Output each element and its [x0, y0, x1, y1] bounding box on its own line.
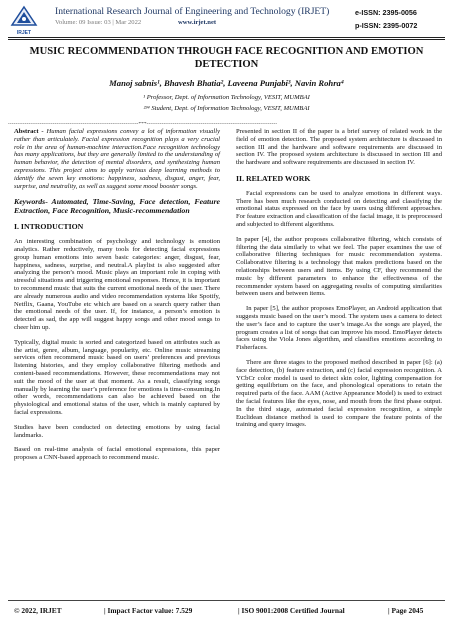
section-heading-related-work: II. RELATED WORK	[236, 173, 311, 183]
related-paragraph-1: Facial expressions can be used to analyze emotions in different ways. There has been much research conducted on detecting and classifying the emotional status expressed on the face by users using different approaches. For feature extraction and classification of the facial image, it is preprocessed and subjected to different algorithms.	[236, 189, 442, 228]
journal-name: International Research Journal of Engineering and Technology (IRJET)	[55, 6, 330, 17]
e-issn: e-ISSN: 2395-0056	[355, 8, 417, 17]
related-paragraph-2: In paper [4], the author proposes collaborative filtering, which consists of filtering the data similarly to what we feel. The paper examines the use of collaborative filtering techniques for music recommendation systems. Collaborative filtering is a technology that makes predictions based on the relationships between users and items. By using CF, they recommend the music by different parameters to enhance the effectiveness of the recommender system based on aggregating results of computing similarities between users and between items.	[236, 235, 442, 298]
overview-paragraph: Presented in section II of the paper is a brief survey of related work in the field of emotion detection. The proposed system architecture is discussed in section III and the hardware and software requirements are discussed in section IV. The proposed system architecture is discussed in section III and the hardware and software requirements are discussed in section IV.	[236, 128, 442, 167]
section-separator: ----------------------------------------------------------------------***----------------------------------------------------------------------	[8, 122, 278, 127]
logo-text: IRJET	[16, 30, 32, 36]
intro-paragraph-2: Typically, digital music is sorted and categorized based on attributes such as the artist, genre, album, language, popularity, etc. Online music streaming services often recommend music based on users’ preferences and previous listening histories, and they employ collaborative filtering methods and content-based recommendations. However, these recommendations may not suit the mood of the user at that moment. As a result, classifying songs manually by learning the user’s preference for emotions is time-consuming.In other words, recommendations can also be achieved based on the physiological and emotional status of the user, which is mainly captured by facial expressions.	[14, 338, 220, 416]
irjet-logo	[8, 5, 40, 35]
p-issn: p-ISSN: 2395-0072	[355, 21, 418, 30]
keywords-label: Keywords-	[14, 197, 48, 207]
left-column	[14, 128, 220, 469]
footer-iso: | ISO 9001:2008 Certified Journal	[238, 606, 345, 615]
header-rule	[8, 37, 445, 38]
affiliation-2: ²³⁴ Student, Dept. of Information Technology, VESIT, MUMBAI	[143, 105, 310, 112]
abstract-text: Human facial expressions convey a lot of information visually rather than articulately. Facial expression recognition plays a very crucial role in the area of human-machine interaction.Face recognition technology has many applications, but they are generally limited to the understanding of human behavior, the detection of mental disorders, and synthesizing human expressions. This project aims to apply various deep learning methods to identify the seven key emotions: happiness, sadness, disgust, anger, fear, surprise, and neutrality, as well as suggest some mood booster songs.	[14, 128, 220, 190]
intro-paragraph-4: Based on real-time analysis of facial emotional expressions, this paper proposes a CNN-based approach to recommend music.	[14, 446, 220, 462]
abstract-label: Abstract -	[14, 128, 44, 135]
keywords	[14, 197, 220, 215]
header-rule-2	[8, 39, 445, 40]
logo-emblem-icon	[8, 5, 40, 29]
related-paragraph-4: There are three stages to the proposed method described in paper [6]: (a) face detection, (b) feature extraction, and (c) facial expression recognition. A YCbCr color model is used to detect skin color, lighting compensation for getting equilibrium on the face, and phonological operations to retain the required parts of the face. AAM (Active Appearance Model) is used to extract the facial features like the eyes, nose, and mouth from the first phase output. In the third stage, automated facial expression recognition, a simple Euclidean distance method is used to compare the feature points of the training and query images.	[236, 358, 442, 429]
footer-page-number: | Page 2045	[388, 606, 424, 615]
journal-header	[0, 0, 453, 40]
intro-paragraph-1: An interesting combination of psychology and technology is emotion analytics. Rather reductively, many tools for detecting facial expressions group human emotions into seven basic categories: anger, disgust, fear, happiness, sadness, surprise, and neutral.A playlist is also suggested after analyzing the person’s mood. Music plays an important role in coping with stressful situations and triggering emotional responses. Hence, it is important to recommend music that suits the current emotional needs of the user. There are already numerous audio and video recommendation systems like Spotify, Netflix, Gaana, YouTube etc which are based on a search query rather than the emotional needs of the user. If, for instance, a person’s emotion is detected as sad, the app will suggest happy songs and other mood songs to cheer him up.	[14, 238, 220, 331]
keywords-text: Automated, Time-Saving, Face detection, Feature Extraction, Face Recognition, Music-recommendation	[14, 197, 220, 216]
intro-paragraph-3: Studies have been conducted on detecting emotions by using facial landmarks.	[14, 423, 220, 439]
journal-website: www.irjet.net	[178, 19, 217, 26]
volume-issue: Volume: 09 Issue: 03 | Mar 2022	[55, 19, 142, 26]
footer-impact-factor: | Impact Factor value: 7.529	[104, 606, 193, 615]
footer-rule	[8, 600, 445, 601]
paper-authors: Manoj sabnis¹, Bhavesh Bhatia², Laveena Punjabi³, Navin Rohra⁴	[109, 78, 344, 88]
right-column	[236, 128, 442, 436]
footer-copyright: © 2022, IRJET	[14, 606, 62, 615]
related-paragraph-3: In paper [5], the author proposes EmoPlayer, an Android application that suggests music based on the user’s mood. The system uses a camera to detect the user’s face and to capture the user’s image.As the songs are played, the program creates a list of songs that can improve his mood. EmoPlayer detects faces using the Viola Jones algorithm, and classifies emotions according to Fisherfaces.	[236, 305, 442, 352]
paper-title: MUSIC RECOMMENDATION THROUGH FACE RECOGNITION AND EMOTION DETECTION	[29, 46, 424, 70]
abstract	[14, 128, 220, 190]
section-heading-introduction: I. INTRODUCTION	[14, 222, 84, 232]
affiliation-1: ¹ Professor, Dept. of Information Technology, VESIT, MUMBAI	[143, 94, 310, 101]
